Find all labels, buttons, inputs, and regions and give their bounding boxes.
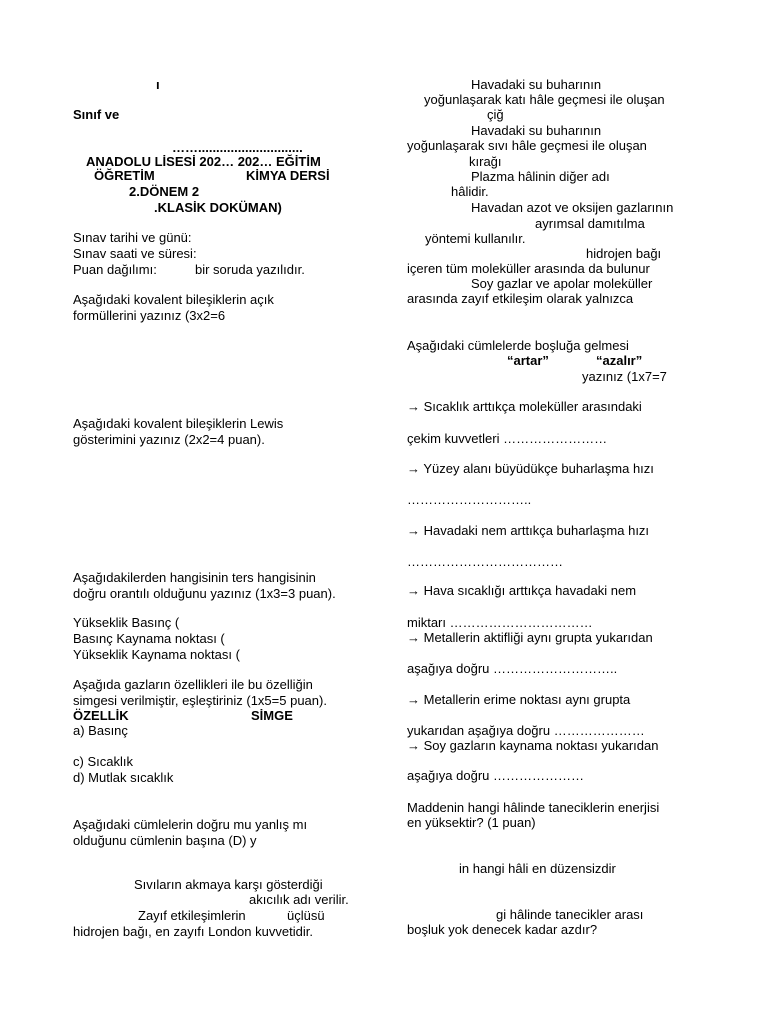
question-space-line-2: boşluk yok denecek kadar azdır? xyxy=(407,922,598,937)
question-4-col-feature: ÖZELLİK xyxy=(73,708,129,723)
right-line-8: hâlidir. xyxy=(451,184,489,199)
question-4-item-a: a) Basınç xyxy=(73,723,128,738)
question-4-item-d: d) Mutlak sıcaklık xyxy=(73,770,174,785)
question-energy-line-1: Maddenin hangi hâlinde taneciklerin enerjisi xyxy=(407,800,660,815)
right-line-15: arasında zayıf etkileşim olarak yalnızca xyxy=(407,291,634,306)
exam-date-label: Sınav tarihi ve günü: xyxy=(73,230,192,245)
right-line-6: kırağı xyxy=(469,154,502,169)
word-azalir: “azalır” xyxy=(596,353,643,368)
header-line-3: 2.DÖNEM 2 xyxy=(129,184,200,199)
question-4-item-c: c) Sıcaklık xyxy=(73,754,133,769)
fill-6-line-2: yukarıdan aşağıya doğru ………………… xyxy=(407,723,645,738)
question-4-line-2: simgesi verilmiştir, eşleştiriniz (1x5=5 puan). xyxy=(73,693,327,708)
statement-2-part-a: Zayıf etkileşimlerin xyxy=(138,908,246,923)
fill-1-line-2: çekim kuvvetleri …………………… xyxy=(407,431,608,446)
question-energy-line-2: en yüksektir? (1 puan) xyxy=(407,815,536,830)
right-line-1: Havadaki su buharının xyxy=(471,77,602,92)
right-line-2: yoğunlaşarak katı hâle geçmesi ile oluşan xyxy=(424,92,665,107)
statement-2-part-b: üçlüsü xyxy=(287,908,325,923)
statement-1-part-b: akıcılık adı verilir. xyxy=(249,892,349,907)
right-line-3: çiğ xyxy=(487,107,504,122)
fill-4-line-2: miktarı …………………………… xyxy=(407,615,593,630)
fill-1-line-1: → Sıcaklık arttıkça moleküller arasındaki xyxy=(407,399,642,414)
question-2-line-1: Aşağıdaki kovalent bileşiklerin Lewis xyxy=(73,416,284,431)
question-3-line-1: Aşağıdakilerden hangisinin ters hangisinin xyxy=(73,570,316,585)
header-line-2a: ÖĞRETİM xyxy=(94,168,155,183)
header-line-4: .KLASİK DOKÜMAN) xyxy=(154,200,282,215)
mark-i: ı xyxy=(156,77,160,92)
fill-5-line-2: aşağıya doğru ……………………….. xyxy=(407,661,618,676)
right-line-5: yoğunlaşarak sıvı hâle geçmesi ile oluşan xyxy=(407,138,647,153)
question-space-line-1: gi hâlinde tanecikler arası xyxy=(496,907,644,922)
question-4-col-symbol: SİMGE xyxy=(251,708,293,723)
right-line-14: Soy gazlar ve apolar moleküller xyxy=(471,276,653,291)
fill-3-line-1: → Havadaki nem arttıkça buharlaşma hızı xyxy=(407,523,650,538)
question-disorder: in hangi hâli en düzensizdir xyxy=(459,861,616,876)
right-line-9: Havadan azot ve oksijen gazlarının xyxy=(471,200,674,215)
question-5-line-1: Aşağıdaki cümlelerin doğru mu yanlış mı xyxy=(73,817,308,832)
right-line-7: Plazma hâlinin diğer adı xyxy=(471,169,610,184)
fill-7-line-2: aşağıya doğru ………………… xyxy=(407,768,585,783)
fill-6-line-1: → Metallerin erime noktası aynı grupta xyxy=(407,692,631,707)
fill-4-line-1: → Hava sıcaklığı arttıkça havadaki nem xyxy=(407,583,637,598)
fill-5-line-1: → Metallerin aktifliği aynı grupta yukarıdan xyxy=(407,630,653,645)
fill-3-line-2: ……………………………… xyxy=(407,554,563,569)
fill-2-line-1: → Yüzey alanı büyüdükçe buharlaşma hızı xyxy=(407,461,654,476)
question-2-line-2: gösterimini yazınız (2x2=4 puan). xyxy=(73,432,265,447)
fill-intro: Aşağıdaki cümlelerde boşluğa gelmesi xyxy=(407,338,629,353)
right-line-11: yöntemi kullanılır. xyxy=(425,231,526,246)
class-label: Sınıf ve xyxy=(73,107,120,122)
right-line-10: ayrımsal damıtılma xyxy=(535,216,645,231)
header-line-2b: KİMYA DERSİ xyxy=(246,168,330,183)
question-3-line-2: doğru orantılı olduğunu yazınız (1x3=3 puan). xyxy=(73,586,336,601)
points-label: Puan dağılımı: xyxy=(73,262,157,277)
statement-1-part-a: Sıvıların akmaya karşı gösterdiği xyxy=(134,877,323,892)
right-line-12: hidrojen bağı xyxy=(586,246,662,261)
question-4-line-1: Aşağıda gazların özellikleri ile bu özelliğin xyxy=(73,677,313,692)
fill-2-line-2: ……………………….. xyxy=(407,492,532,507)
question-3-item-3: Yükseklik Kaynama noktası ( xyxy=(73,647,240,662)
right-line-13: içeren tüm moleküller arasında da bulunur xyxy=(407,261,650,276)
points-value: bir soruda yazılıdır. xyxy=(195,262,305,277)
dots-line: ……............................. xyxy=(172,140,303,155)
question-1-line-2: formüllerini yazınız (3x2=6 xyxy=(73,308,226,323)
question-5-line-2: olduğunu cümlenin başına (D) y xyxy=(73,833,257,848)
header-line-1: ANADOLU LİSESİ 202… 202… EĞİTİM xyxy=(86,154,321,169)
word-artar: “artar” xyxy=(507,353,549,368)
question-3-item-1: Yükseklik Basınç ( xyxy=(73,615,180,630)
question-3-item-2: Basınç Kaynama noktası ( xyxy=(73,631,225,646)
right-line-4: Havadaki su buharının xyxy=(471,123,602,138)
fill-points: yazınız (1x7=7 xyxy=(582,369,667,384)
statement-2-part-c: hidrojen bağı, en zayıfı London kuvvetidir. xyxy=(73,924,313,939)
exam-time-label: Sınav saati ve süresi: xyxy=(73,246,197,261)
fill-7-line-1: → Soy gazların kaynama noktası yukarıdan xyxy=(407,738,659,753)
question-1-line-1: Aşağıdaki kovalent bileşiklerin açık xyxy=(73,292,274,307)
